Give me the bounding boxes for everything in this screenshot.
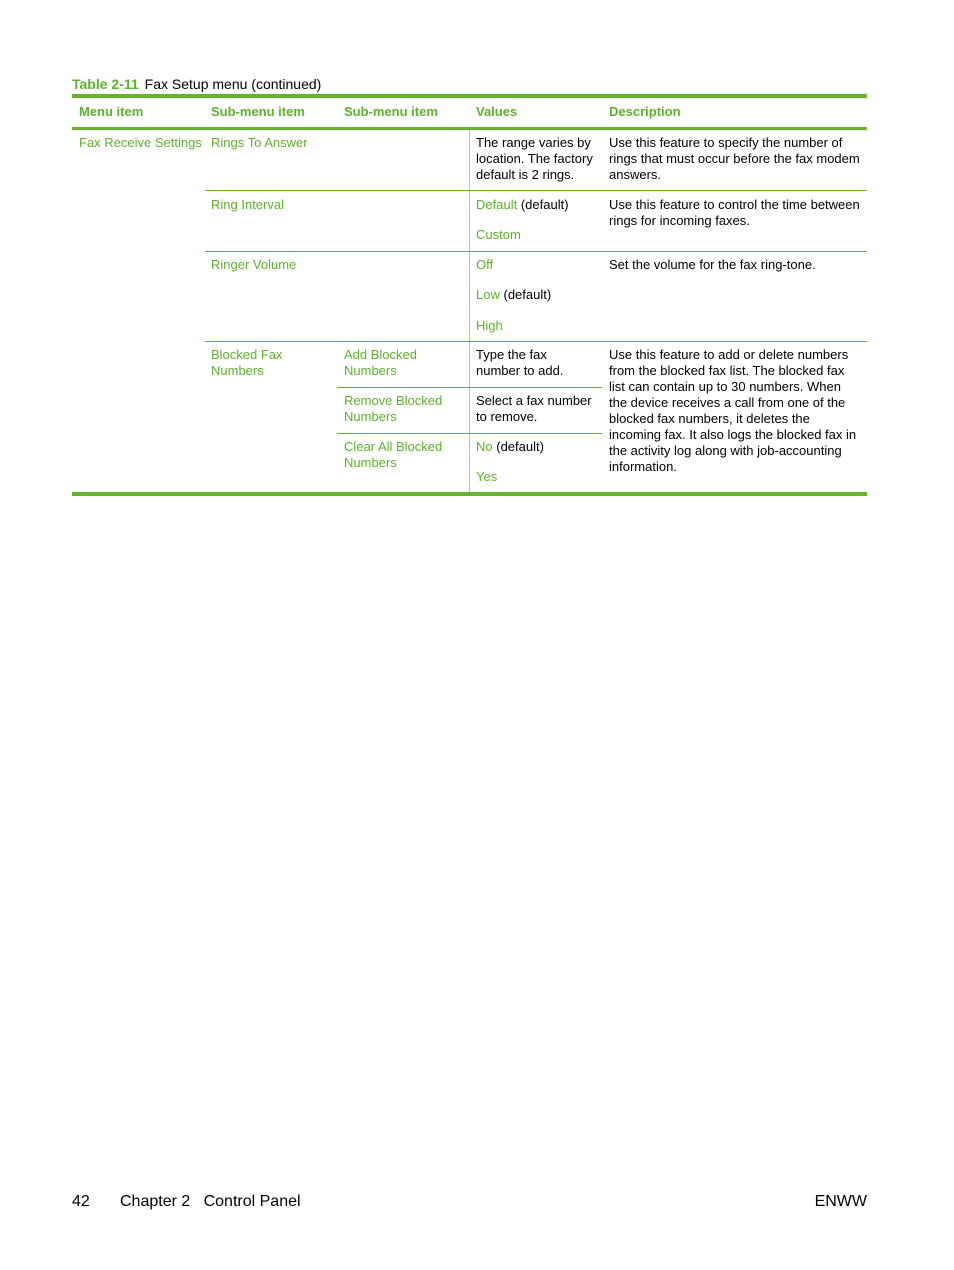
description-ring-interval: Use this feature to control the time between rings for incoming faxes. [609,197,860,228]
submenu-clear-all-blocked-numbers: Clear All Blocked Numbers [344,439,443,470]
submenu-remove-blocked-numbers: Remove Blocked Numbers [344,393,443,424]
row-divider [205,251,867,252]
values-column-separator [469,130,470,494]
header-menu-item: Menu item [79,104,144,119]
value-no: No [476,439,493,454]
submenu-add-blocked-numbers: Add Blocked Numbers [344,347,417,378]
default-suffix: (default) [496,439,544,454]
default-suffix: (default) [520,197,569,212]
table-caption [72,75,321,93]
header-sub-menu-item-1: Sub-menu item [211,104,305,119]
header-description: Description [609,104,681,119]
description-rings-to-answer: Use this feature to specify the number of rings that must occur before the fax modem answers. [609,135,860,182]
table-title: Fax Setup menu (continued) [144,76,322,92]
value-yes: Yes [476,469,498,484]
values-remove-blocked-numbers: Select a fax number to remove. [476,393,592,424]
row-divider [337,387,602,388]
description-ringer-volume: Set the volume for the fax ring-tone. [609,257,816,272]
table-bottom-rule [72,492,867,496]
table-number: Table 2-11 [72,76,139,92]
menu-item-fax-receive-settings: Fax Receive Settings [79,135,202,150]
footer-right-label: ENWW [814,1193,867,1210]
default-suffix: (default) [503,287,552,302]
chapter-title: Chapter 2 Control Panel [120,1193,301,1210]
submenu-ringer-volume: Ringer Volume [211,257,297,272]
value-off: Off [476,257,494,272]
value-default-line [476,197,601,213]
page-number: 42 [72,1193,90,1210]
value-custom: Custom [476,227,521,242]
header-sub-menu-item-2: Sub-menu item [344,104,438,119]
values-rings-to-answer: The range varies by location. The factory default is 2 rings. [476,135,593,182]
value-default: Default [476,197,518,212]
value-no-line [476,439,601,455]
submenu-ring-interval: Ring Interval [211,197,284,212]
description-blocked-fax-numbers: Use this feature to add or delete numbers from the blocked fax list. The blocked fax list can contain up to 30 numbers. When the device receives a call from one of the blocked fax numbers, it deletes the incoming fax. It also logs the blocked fax in the activity log along with job-accounting information. [609,347,857,474]
row-divider [337,433,602,434]
value-high: High [476,318,503,333]
table-top-rule [72,94,867,98]
submenu-rings-to-answer: Rings To Answer [211,135,308,150]
values-add-blocked-numbers: Type the fax number to add. [476,347,564,378]
header-values: Values [476,104,518,119]
value-low-line [476,287,601,303]
row-divider [205,190,867,191]
row-divider [205,341,867,342]
submenu-blocked-fax-numbers: Blocked Fax Numbers [211,347,283,378]
value-low: Low [476,287,500,302]
